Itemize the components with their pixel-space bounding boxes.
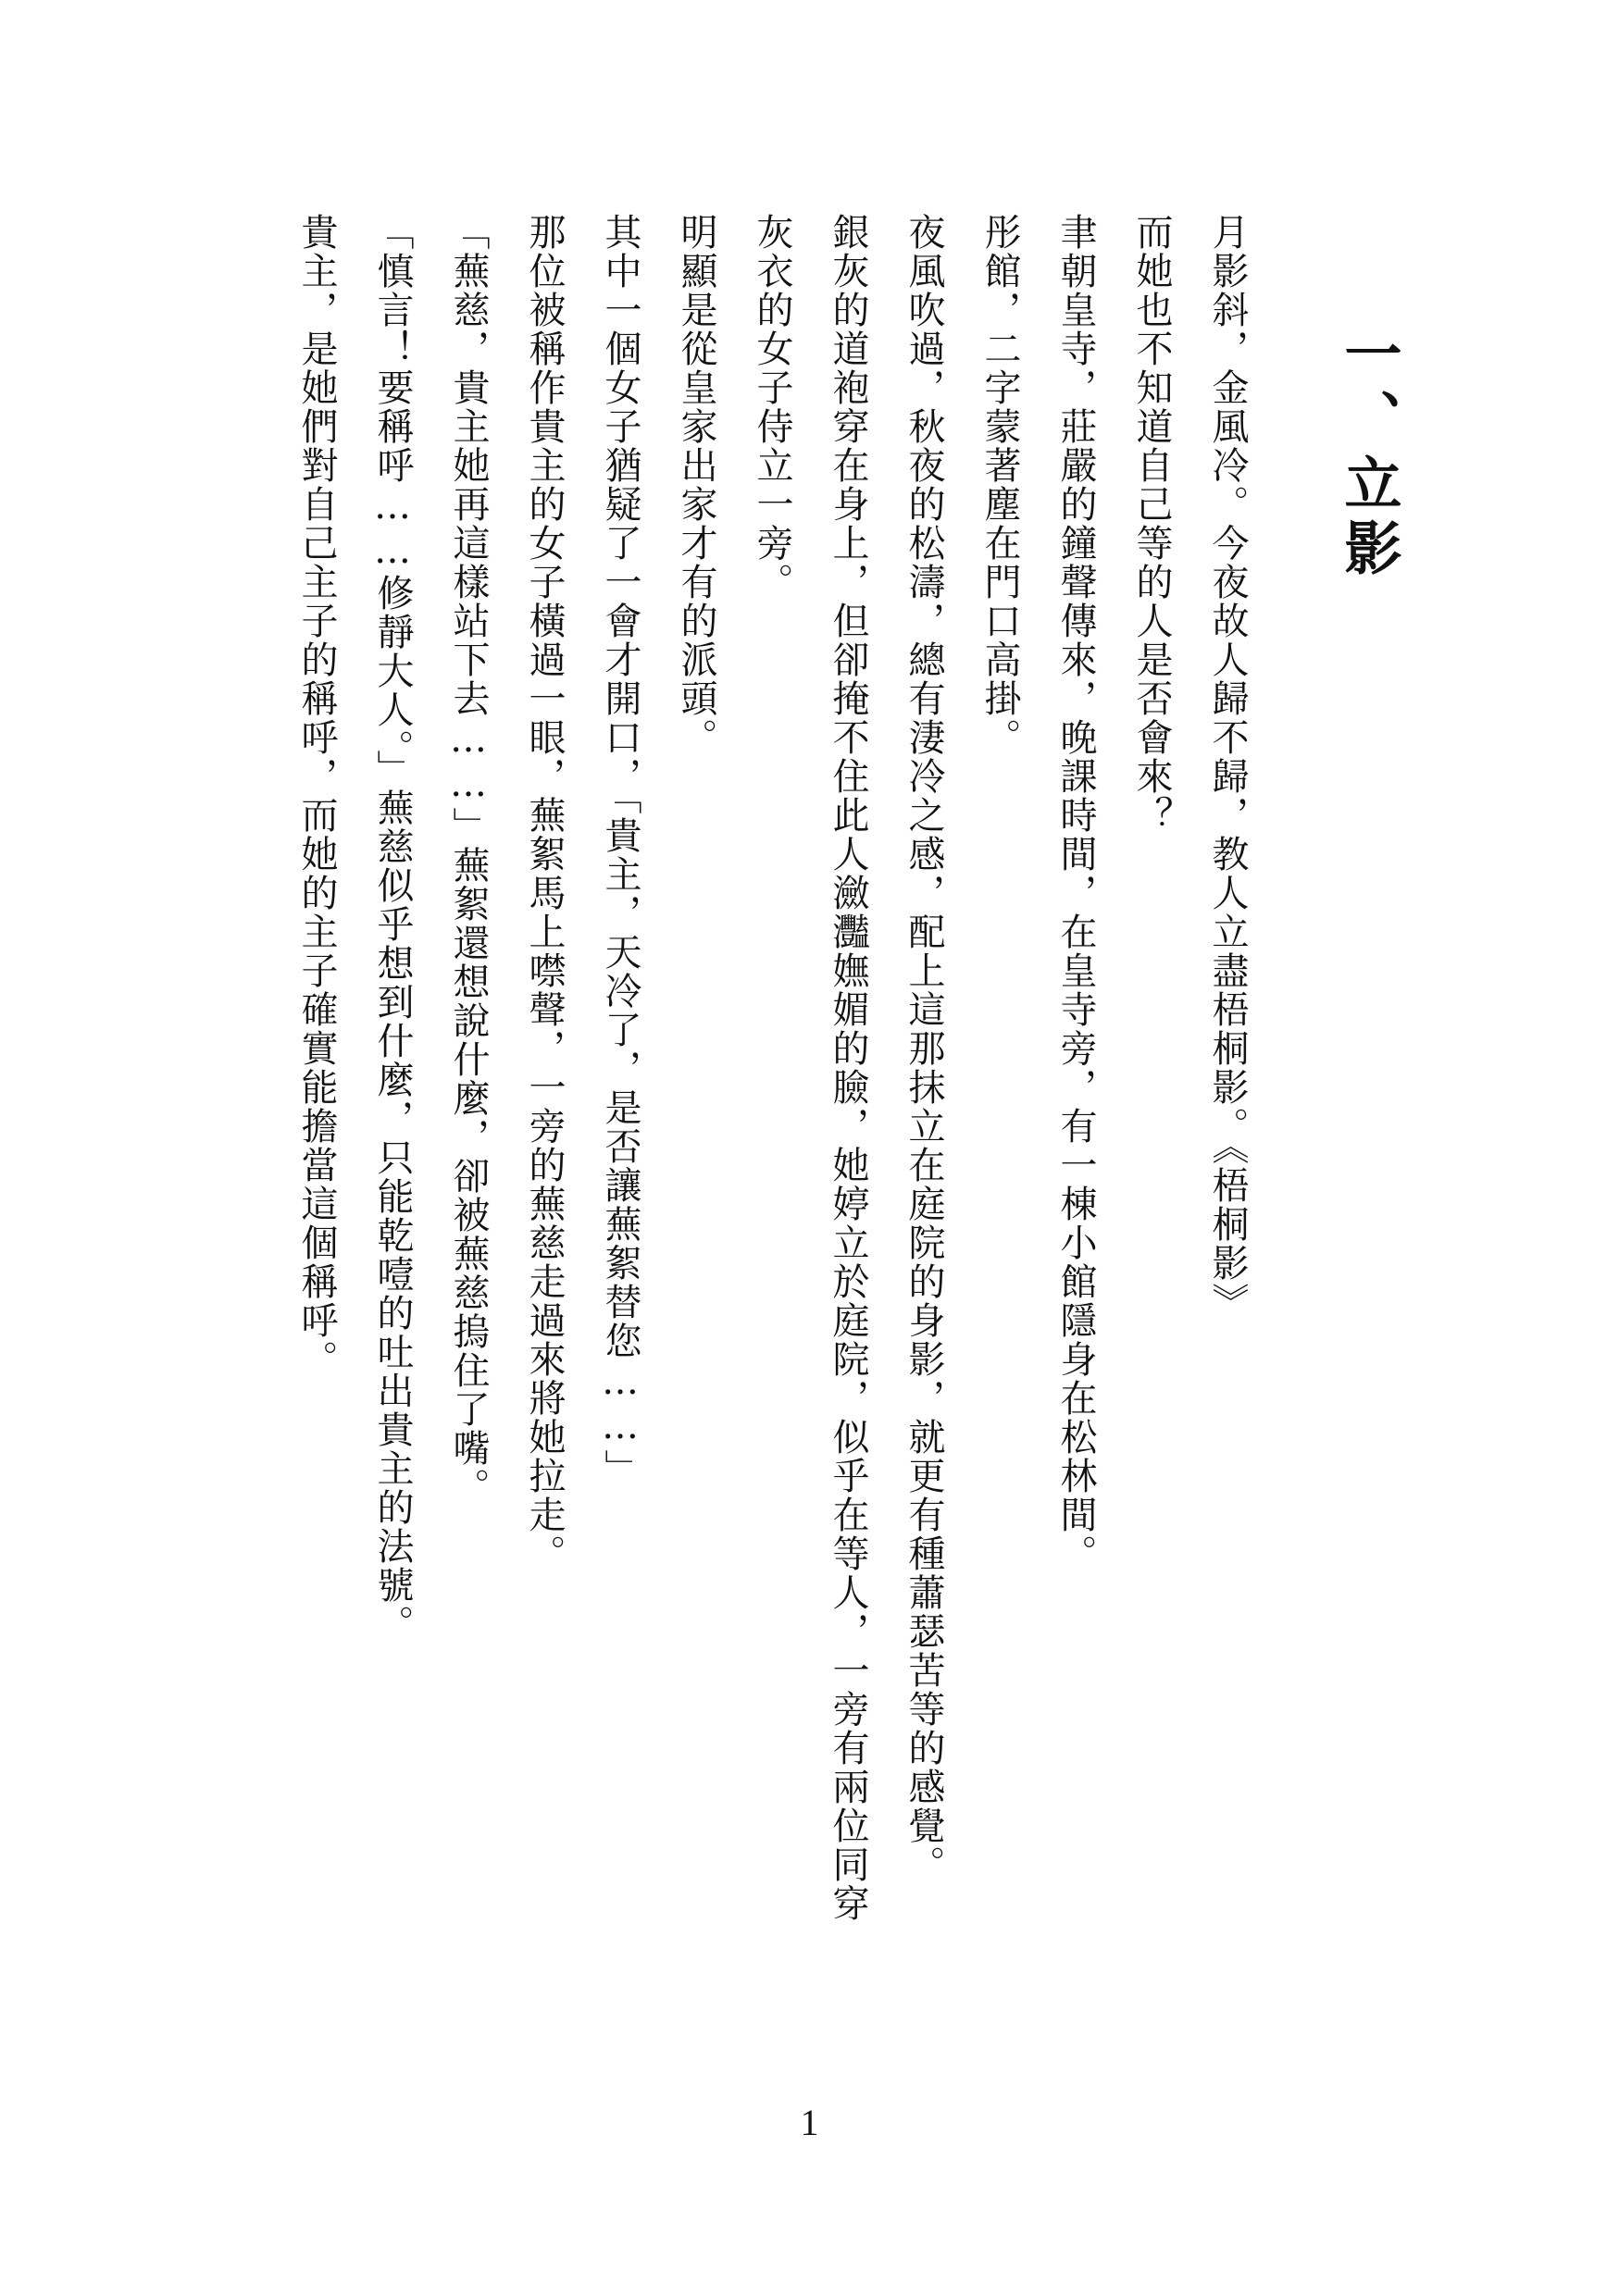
paragraph: 銀灰的道袍穿在身上，但卻掩不住此人瀲灩嫵媚的臉，她婷立於庭院，似乎在等人，一旁有兩位同穿 — [827, 213, 869, 1923]
paragraph: 貴主，是她們對自己主子的稱呼，而她的主子確實能擔當這個稱呼。 — [295, 213, 338, 1379]
paragraph-poem-epigraph: 月影斜，金風冷。今夜故人歸不歸，教人立盡梧桐影。《梧桐影》 — [1206, 213, 1249, 1322]
paragraph: 那位被稱作貴主的女子橫過一眼，蕪絮馬上噤聲，一旁的蕪慈走過來將她拉走。 — [523, 213, 566, 1573]
chapter-title: 一、立影 — [1335, 324, 1402, 583]
paragraph-continuation: 灰衣的女子侍立一旁。 — [751, 213, 793, 602]
paragraph: 明顯是從皇家出家才有的派頭。 — [675, 213, 717, 757]
page-number: 1 — [800, 2102, 819, 2143]
paragraph: 而她也不知道自己等的人是否會來？ — [1130, 213, 1173, 835]
paragraph: 其中一個女子猶疑了一會才開口，「貴主，天冷了，是否讓蕪絮替您……」 — [599, 213, 641, 1488]
paragraph: 「慎言！要稱呼……修靜大人。」蕪慈似乎想到什麼，只能乾噎的吐出貴主的法號。 — [371, 213, 414, 1644]
paragraph: 「蕪慈，貴主她再這樣站下去……」蕪絮還想說什麼，卻被蕪慈摀住了嘴。 — [447, 213, 490, 1507]
vertical-text-body — [279, 213, 1406, 2064]
paragraph: 彤館，二字蒙著塵在門口高掛。 — [978, 213, 1021, 757]
paragraph: 聿朝皇寺，莊嚴的鐘聲傳來，晚課時間，在皇寺旁，有一棟小館隱身在松林間。 — [1054, 213, 1097, 1573]
paragraph: 夜風吹過，秋夜的松濤，總有淒冷之感，配上這那抹立在庭院的身影，就更有種蕭瑟苦等的感覺。 — [903, 213, 945, 1884]
